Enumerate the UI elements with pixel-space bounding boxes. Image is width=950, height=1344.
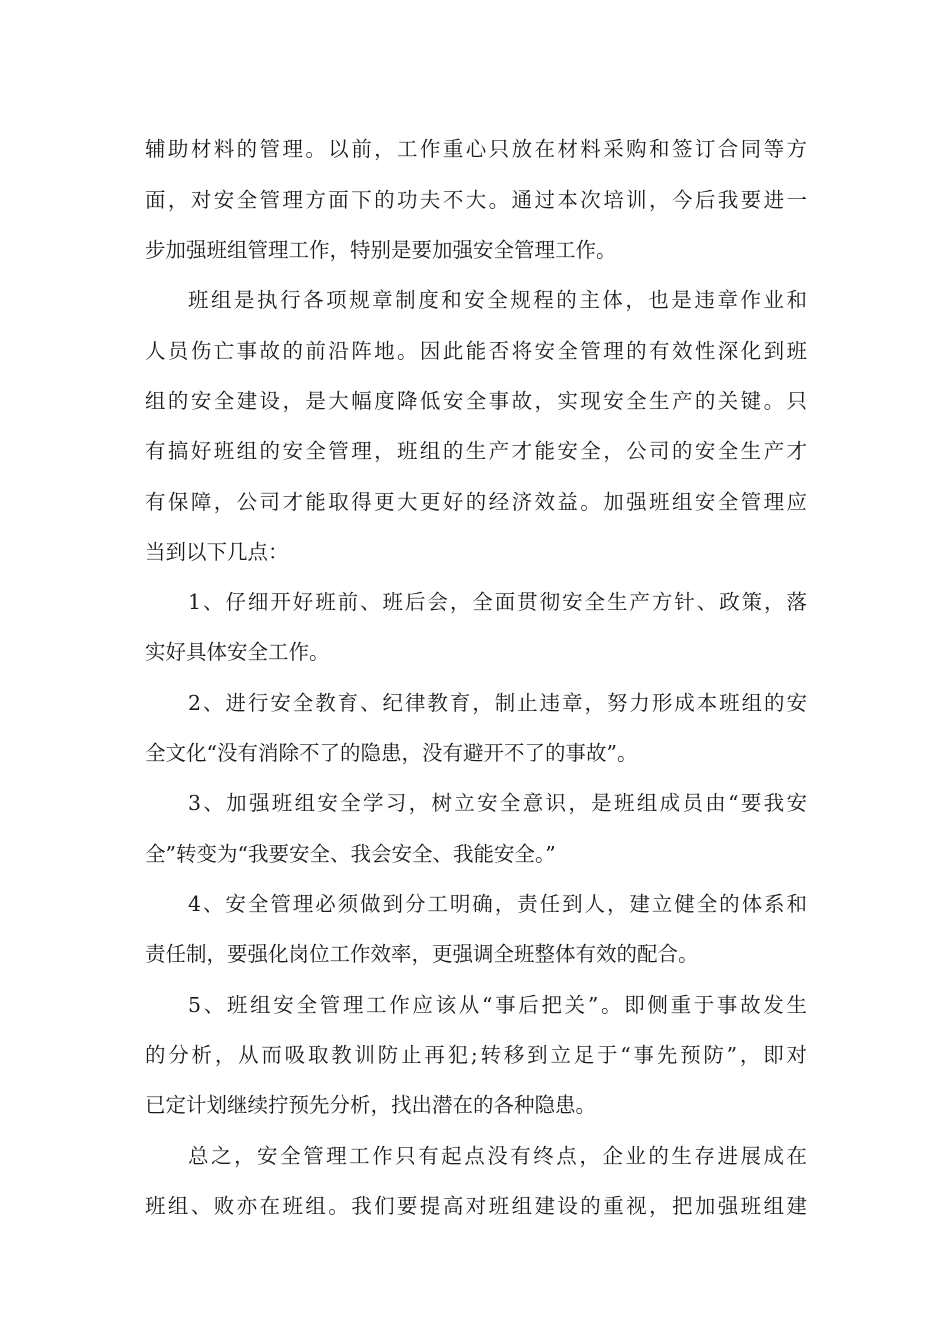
text-line: 1、仔细开好班前、班后会，全面贯彻安全生产方针、政策，落 (188, 590, 807, 614)
text-line: 的分析，从而吸取教训防止再犯;转移到立足于“事先预防”，即对 (145, 1043, 807, 1067)
text-line: 责任制，要强化岗位工作效率，更强调全班整体有效的配合。 (145, 942, 699, 966)
text-line: 班组、败亦在班组。我们要提高对班组建设的重视，把加强班组建 (145, 1194, 807, 1218)
text-line: 2、进行安全教育、纪律教育，制止违章，努力形成本班组的安 (188, 691, 807, 715)
text-line: 3、加强班组安全学习，树立安全意识，是班组成员由“要我安 (188, 791, 807, 815)
text-line: 已定计划继续拧预先分析，找出潜在的各种隐患。 (145, 1093, 596, 1117)
text-line: 班组是执行各项规章制度和安全规程的主体，也是违章作业和 (188, 288, 807, 312)
text-line: 实好具体安全工作。 (145, 640, 330, 664)
text-line: 组的安全建设，是大幅度降低安全事故，实现安全生产的关键。只 (145, 389, 807, 413)
text-line: 人员伤亡事故的前沿阵地。因此能否将安全管理的有效性深化到班 (145, 339, 807, 363)
text-line: 有搞好班组的安全管理，班组的生产才能安全，公司的安全生产才 (145, 439, 807, 463)
text-line: 全”转变为“我要安全、我会安全、我能安全。” (145, 842, 556, 866)
text-line: 当到以下几点： (145, 540, 289, 564)
text-line: 面，对安全管理方面下的功夫不大。通过本次培训，今后我要进一 (145, 188, 807, 212)
text-line: 4、安全管理必须做到分工明确，责任到人，建立健全的体系和 (188, 892, 807, 916)
text-line: 有保障，公司才能取得更大更好的经济效益。加强班组安全管理应 (145, 490, 807, 514)
text-line: 辅助材料的管理。以前，工作重心只放在材料采购和签订合同等方 (145, 137, 807, 161)
text-line: 步加强班组管理工作，特别是要加强安全管理工作。 (145, 238, 617, 262)
text-line: 5、班组安全管理工作应该从“事后把关”。即侧重于事故发生 (188, 993, 807, 1017)
text-line: 全文化“没有消除不了的隐患，没有避开不了的事故”。 (145, 741, 638, 765)
text-line: 总之，安全管理工作只有起点没有终点，企业的生存进展成在 (188, 1144, 807, 1168)
